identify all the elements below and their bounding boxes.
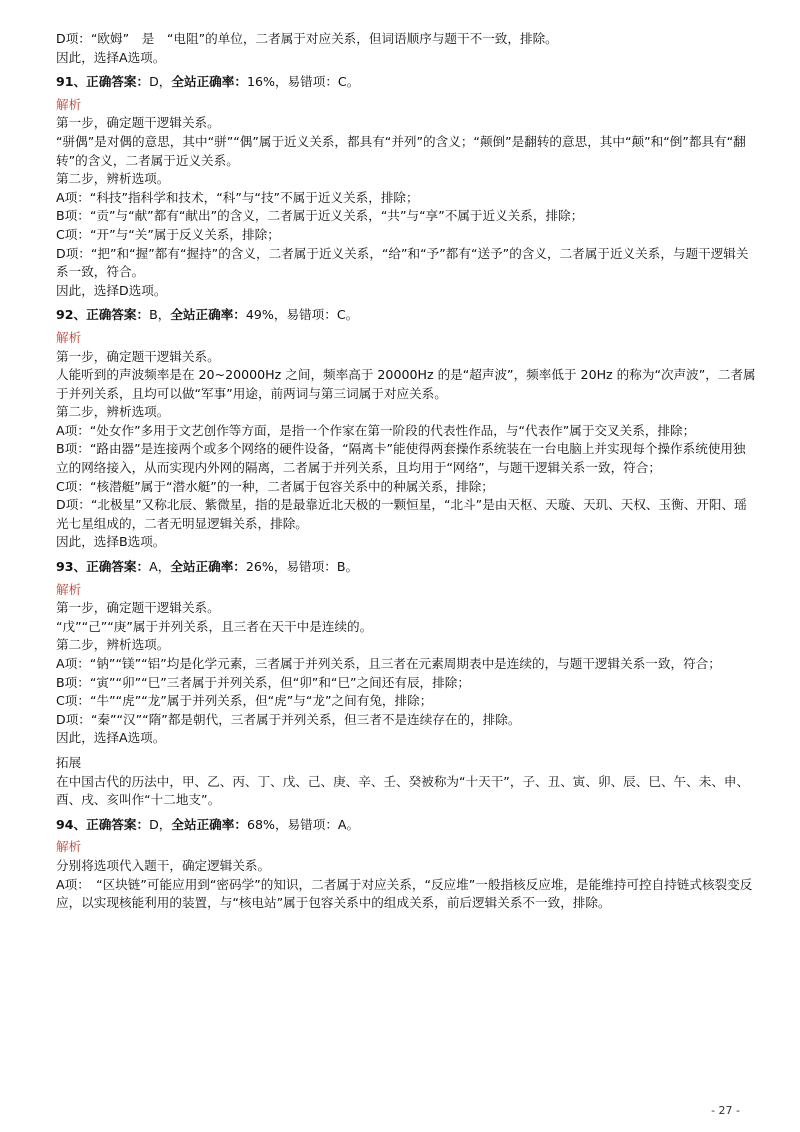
analysis-heading: 解析 xyxy=(56,839,82,855)
answer-header: 91、正确答案：D，全站正确率：16%，易错项：C。 xyxy=(56,74,360,90)
text-line: D项：“把”和“握”都有“握持”的含义，二者属于近义关系，“给”和“予”都有“送予”的含义，二者属于近义关系，与题干逻辑关系一致，符合。 xyxy=(56,245,749,280)
text-line: 在中国古代的历法中，甲、乙、丙、丁、戊、己、庚、辛、壬、癸被称为“十天干”，子、丑、寅、卯、辰、巳、午、未、申、酉、戌、亥叫作“十二地支”。 xyxy=(56,773,750,808)
text-line: C项：“核潜艇”属于“潜水艇”的一种，二者属于包容关系中的种属关系，排除； xyxy=(56,478,494,494)
extension-heading: 拓展 xyxy=(56,754,82,770)
text-line: 第二步，辨析选项。 xyxy=(56,404,170,420)
text-line: D项：“欧姆” 是 “电阻”的单位，二者属于对应关系，但词语顺序与题干不一致，排除。 xyxy=(56,31,558,46)
question-93 xyxy=(56,558,756,810)
text-line: 第二步，辨析选项。 xyxy=(56,637,170,653)
text-line: 第一步，确定题干逻辑关系。 xyxy=(56,348,220,364)
text-line: 因此，选择A选项。 xyxy=(56,730,166,746)
text-line: A项：“科技”指科学和技术，“科”与“技”不属于近义关系，排除； xyxy=(56,189,419,205)
analysis-heading: 解析 xyxy=(56,329,82,345)
question-94 xyxy=(56,816,756,913)
document-page xyxy=(56,30,756,913)
text-line: B项：“路由器”是连接两个或多个网络的硬件设备，“隔离卡”能使得两套操作系统装在一台电脑上并实现每个操作系统使用独立的网络接入，从而实现内外网的隔离，二者属于并列关系，且均用于“网络”，与题干逻辑关系一致，符合； xyxy=(56,441,746,476)
text-line: D项：“秦”“汉”“隋”都是朝代，三者属于并列关系，但三者不是连续存在的，排除。 xyxy=(56,711,521,727)
question-92 xyxy=(56,306,756,552)
text-line: B项：“贡”与“献”都有“献出”的含义，二者属于近义关系，“共”与“享”不属于近义关系，排除； xyxy=(56,208,584,224)
text-line: 因此，选择A选项。 xyxy=(56,49,166,65)
text-line: “骈偶”是对偶的意思，其中“骈”“偶”属于近义关系，都具有“并列”的含义；“颠倒”是翻转的意思，其中“颠”和“倒”都具有“翻转”的含义，二者属于近义关系。 xyxy=(56,133,746,168)
text-line: “戊”“己”“庚”属于并列关系，且三者在天干中是连续的。 xyxy=(56,618,373,634)
answer-header: 94、正确答案：D，全站正确率：68%，易错项：A。 xyxy=(56,816,360,832)
analysis-heading: 解析 xyxy=(56,96,82,112)
text-line: C项：“牛”“虎”“龙”属于并列关系，但“虎”与“龙”之间有兔，排除； xyxy=(56,693,433,709)
text-line: 第一步，确定题干逻辑关系。 xyxy=(56,115,220,131)
text-line: A项： “区块链”可能应用到“密码学”的知识，二者属于对应关系，“反应堆”一般指核反应堆，是能维持可控自持链式核裂变反应，以实现核能利用的装置，与“核电站”属于包容关系中的组成关系，前后逻辑关系不一致，排除。 xyxy=(56,876,753,911)
text-line: D项：“北极星”又称北辰、紫微星，指的是最靠近北天极的一颗恒星，“北斗”是由天枢、天璇、天玑、天权、玉衡、开阳、瑶光七星组成的，二者无明显逻辑关系，排除。 xyxy=(56,497,747,531)
text-line: 人能听到的声波频率是在 20~20000Hz 之间，频率高于 20000Hz 的是“超声波”，频率低于 20Hz 的称为“次声波”，二者属于并列关系，且均可以做“军事”用途，前两词与第三词属于对应关系。 xyxy=(56,367,756,401)
analysis-heading: 解析 xyxy=(56,581,82,597)
text-line: A项：“处女作”多用于文艺创作等方面，是指一个作家在第一阶段的代表性作品，与“代表作”属于交叉关系，排除； xyxy=(56,422,696,438)
question-91 xyxy=(56,73,756,300)
text-line: 分别将选项代入题干，确定逻辑关系。 xyxy=(56,857,271,873)
answer-header: 93、正确答案：A，全站正确率：26%，易错项：B。 xyxy=(56,559,359,575)
intro-block xyxy=(56,30,756,67)
text-line: 因此，选择B选项。 xyxy=(56,534,166,550)
answer-header: 92、正确答案：B，全站正确率：49%，易错项：C。 xyxy=(56,307,359,323)
text-line: 第二步，辨析选项。 xyxy=(56,171,170,187)
text-line: 第一步，确定题干逻辑关系。 xyxy=(56,600,220,616)
text-line: A项：“钠”“镁”“铝”均是化学元素，三者属于并列关系，且三者在元素周期表中是连续的，与题干逻辑关系一致，符合； xyxy=(56,656,721,671)
text-line: C项：“开”与“关”属于反义关系，排除； xyxy=(56,226,280,242)
text-line: 因此，选择D选项。 xyxy=(56,282,167,298)
text-line: B项：“寅”“卯”“巳”三者属于并列关系，但“卯”和“巳”之间还有辰，排除； xyxy=(56,674,470,690)
page-number: - 27 - xyxy=(711,1104,740,1117)
